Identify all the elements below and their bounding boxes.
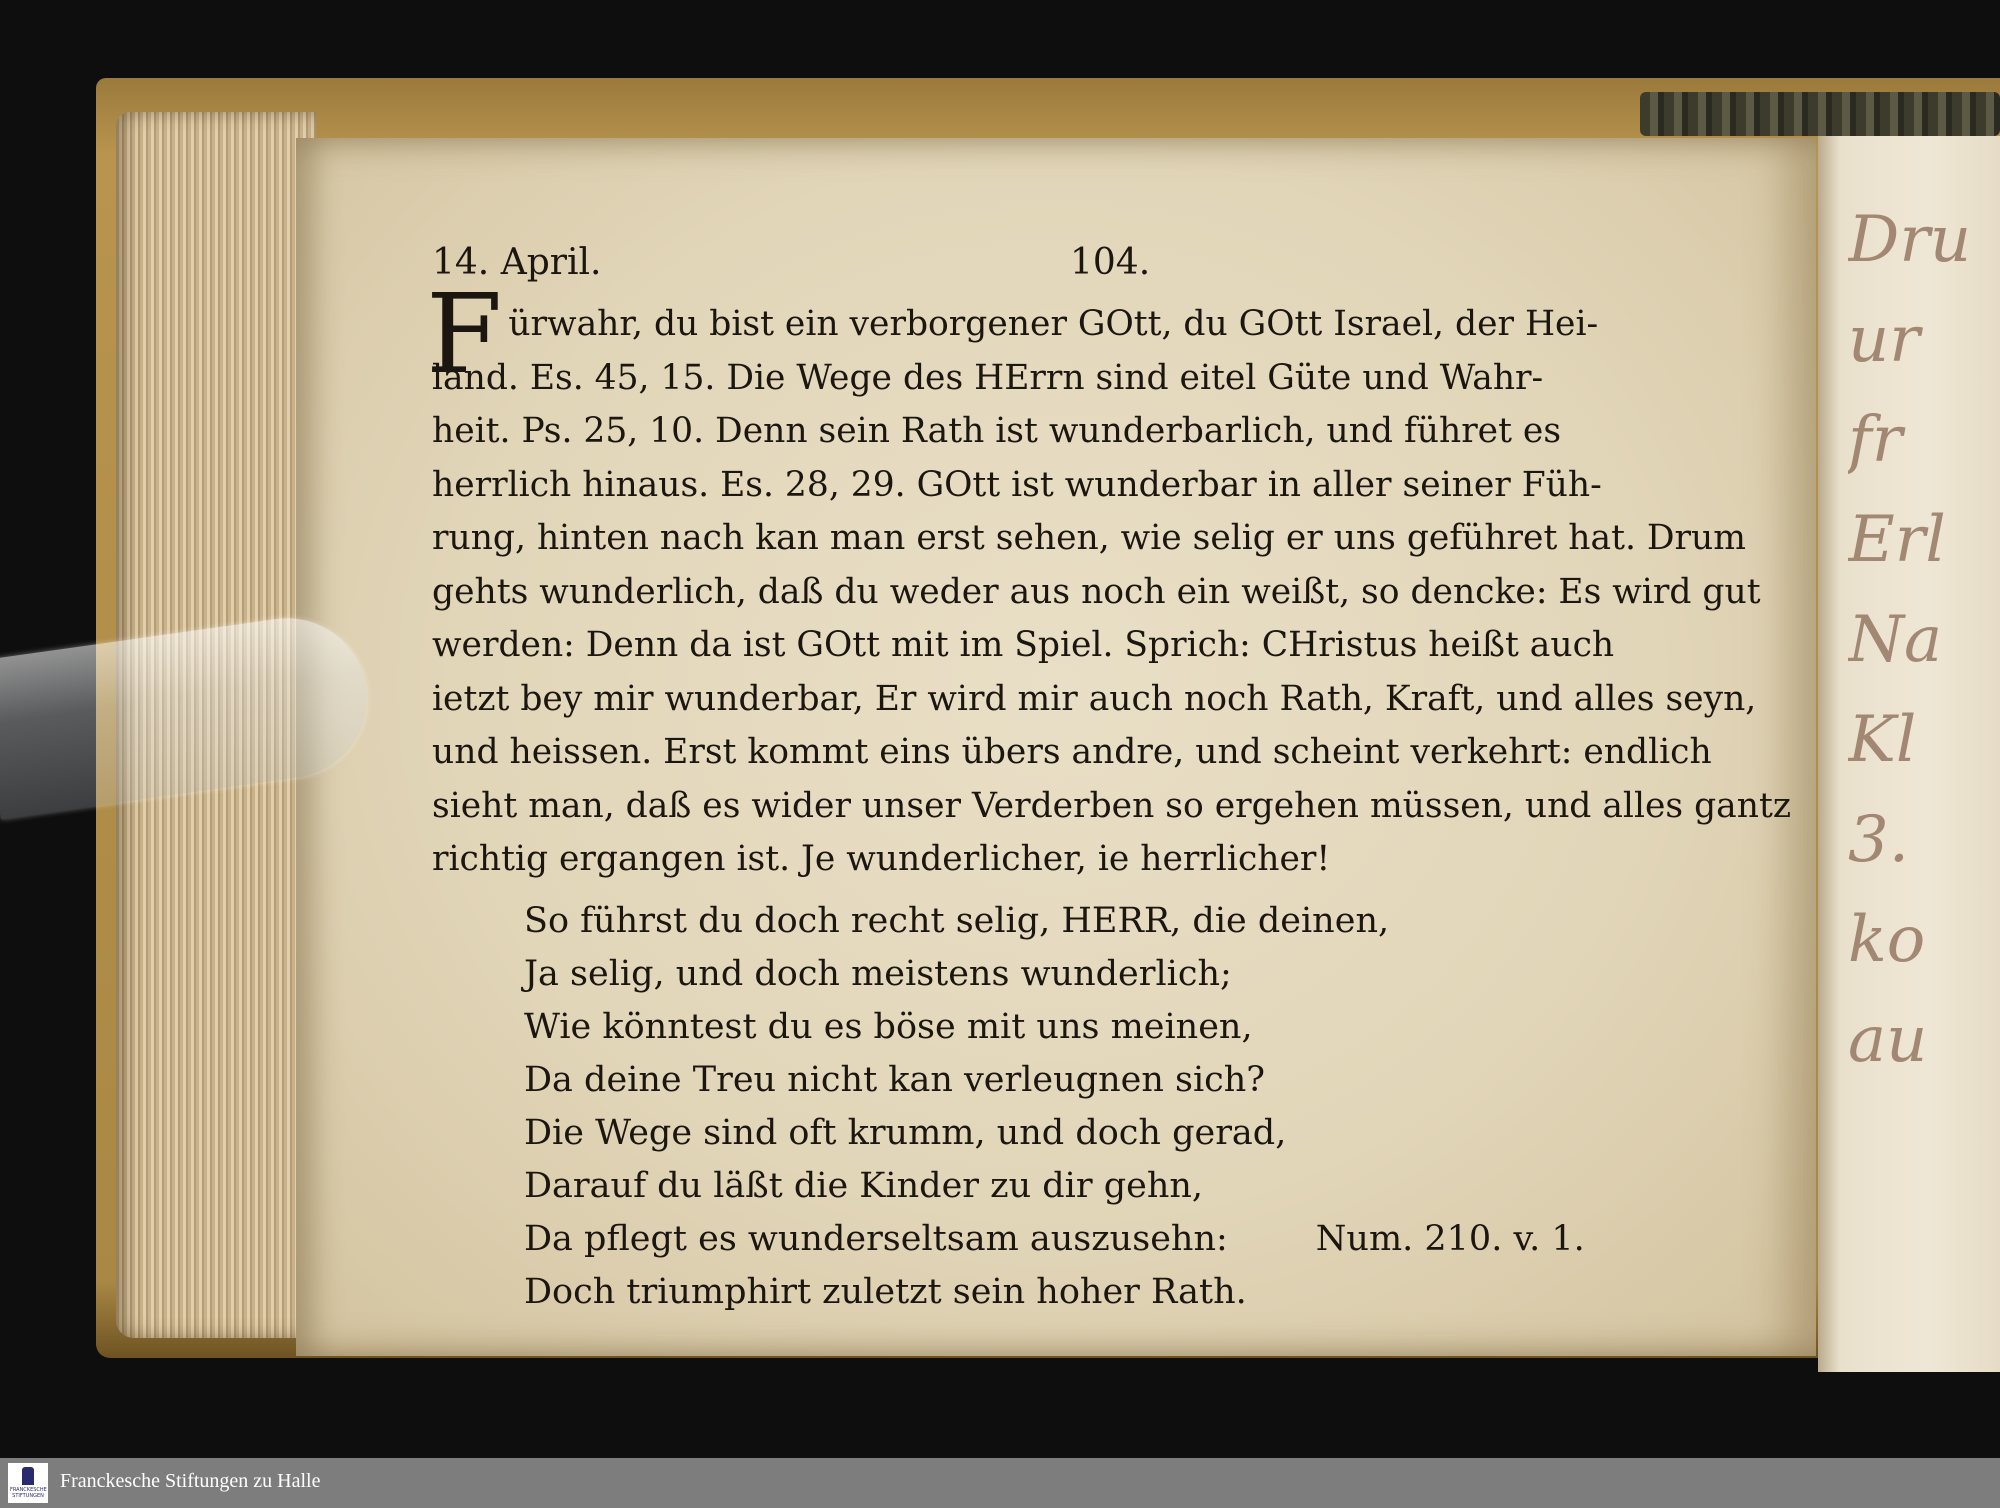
verse-line: So führst du doch recht selig, HERR, die deinen,	[524, 900, 1390, 941]
prose-line: gehts wunderlich, daß du weder aus noch ein weißt, so dencke: Es wird gut	[432, 571, 1761, 612]
page-text	[426, 238, 1791, 1319]
verse-line	[524, 1213, 1762, 1266]
running-header	[432, 238, 1762, 298]
prose-line: herrlich hinaus. Es. 28, 29. GOtt ist wunderbar in aller seiner Füh-	[432, 464, 1602, 505]
verse-line: Die Wege sind oft krumm, und doch gerad,	[524, 1112, 1287, 1153]
handwriting-line: au	[1848, 1003, 1928, 1077]
handwriting-line: 3.	[1848, 803, 1910, 877]
verse-line: Ja selig, und doch meistens wunderlich;	[524, 953, 1232, 994]
handwriting-line: Dru	[1848, 203, 1972, 277]
prose-line: und heissen. Erst kommt eins übers andre, und scheint verkehrt: endlich	[432, 732, 1712, 772]
handwriting-line: Erl	[1848, 503, 1946, 577]
header-date: 14. April.	[432, 242, 602, 283]
institution-name[interactable]: Franckesche Stiftungen zu Halle	[60, 1470, 321, 1492]
verse-line: Doch triumphirt zuletzt sein hoher Rath.	[524, 1271, 1247, 1312]
institution-logo-icon[interactable]	[8, 1463, 48, 1503]
handwriting-line: Na	[1848, 603, 1943, 677]
prose-line: sieht man, daß es wider unser Verderben so ergehen müssen, und alles gantz	[432, 785, 1791, 826]
handwriting-line: fr	[1848, 403, 1903, 477]
hymn-verse	[524, 895, 1762, 1319]
verse-line: Wie könntest du es böse mit uns meinen,	[524, 1006, 1253, 1047]
handwriting-line: Kl	[1848, 703, 1917, 777]
prose-line: rung, hinten nach kan man erst sehen, wie selig er uns geführet hat. Drum	[432, 518, 1746, 558]
prose-line: werden: Denn da ist GOtt mit im Spiel. Sprich: CHristus heißt auch	[432, 625, 1615, 665]
verse-line: Da deine Treu nicht kan verleugnen sich?	[524, 1059, 1266, 1100]
prose-line: ietzt bey mir wunderbar, Er wird mir auch noch Rath, Kraft, und alles seyn,	[432, 678, 1757, 719]
verse-line-text: Da pflegt es wunderseltsam auszusehn:	[524, 1218, 1228, 1259]
prose-line: richtig ergangen ist. Je wunderlicher, ie herrlicher!	[432, 839, 1331, 879]
handwriting-line: ko	[1848, 903, 1926, 977]
prose-paragraph: F ürwahr, du bist ein verborgener GOtt, du GOtt Israel, der Hei- land. Es. 45, 15. Die Wege des HErrn sind eitel Güte und Wahr- heit. Ps. 25, 10. Denn sein Rath ist wunderbarlich, und führet es herrlich hinaus. Es. 28, 29. GOtt ist wunderbar in aller seiner Füh- rung, hinten nach kan man erst sehen, wie selig er uns geführet hat. Drum gehts wunderlich, daß du weder aus noch ein weißt, so dencke: Es wird gut werden: Denn da ist GOtt mit im Spiel. Sprich: CHristus heißt auch ietzt bey mir wunderbar, Er wird mir auch noch Rath, Kraft, und alles seyn, und heissen. Erst kommt eins übers andre, und scheint verkehrt: endlich sieht man, daß es wider unser Verderben so ergehen müssen, und alles gantz richtig ergangen ist. Je wunderlicher, ie herrlicher!	[432, 298, 1762, 887]
verse-line: Darauf du läßt die Kinder zu dir gehn,	[524, 1165, 1204, 1206]
page-number: 104.	[1070, 242, 1151, 283]
prose-line: ürwahr, du bist ein verborgener GOtt, du GOtt Israel, der Hei-	[508, 304, 1599, 344]
logo-mark	[22, 1467, 34, 1485]
margin-handwriting	[1848, 190, 2000, 1090]
prose-line: land. Es. 45, 15. Die Wege des HErrn sind eitel Güte und Wahr-	[432, 357, 1544, 398]
prose-line: heit. Ps. 25, 10. Denn sein Rath ist wunderbarlich, und führet es	[432, 411, 1562, 451]
book-headband	[1640, 92, 2000, 136]
footer-bar	[0, 1458, 2000, 1508]
hymn-reference: Num. 210. v. 1.	[1315, 1218, 1585, 1259]
logo-text: FRANCKESCHE STIFTUNGEN	[10, 1487, 47, 1499]
handwriting-line: ur	[1848, 303, 1920, 377]
